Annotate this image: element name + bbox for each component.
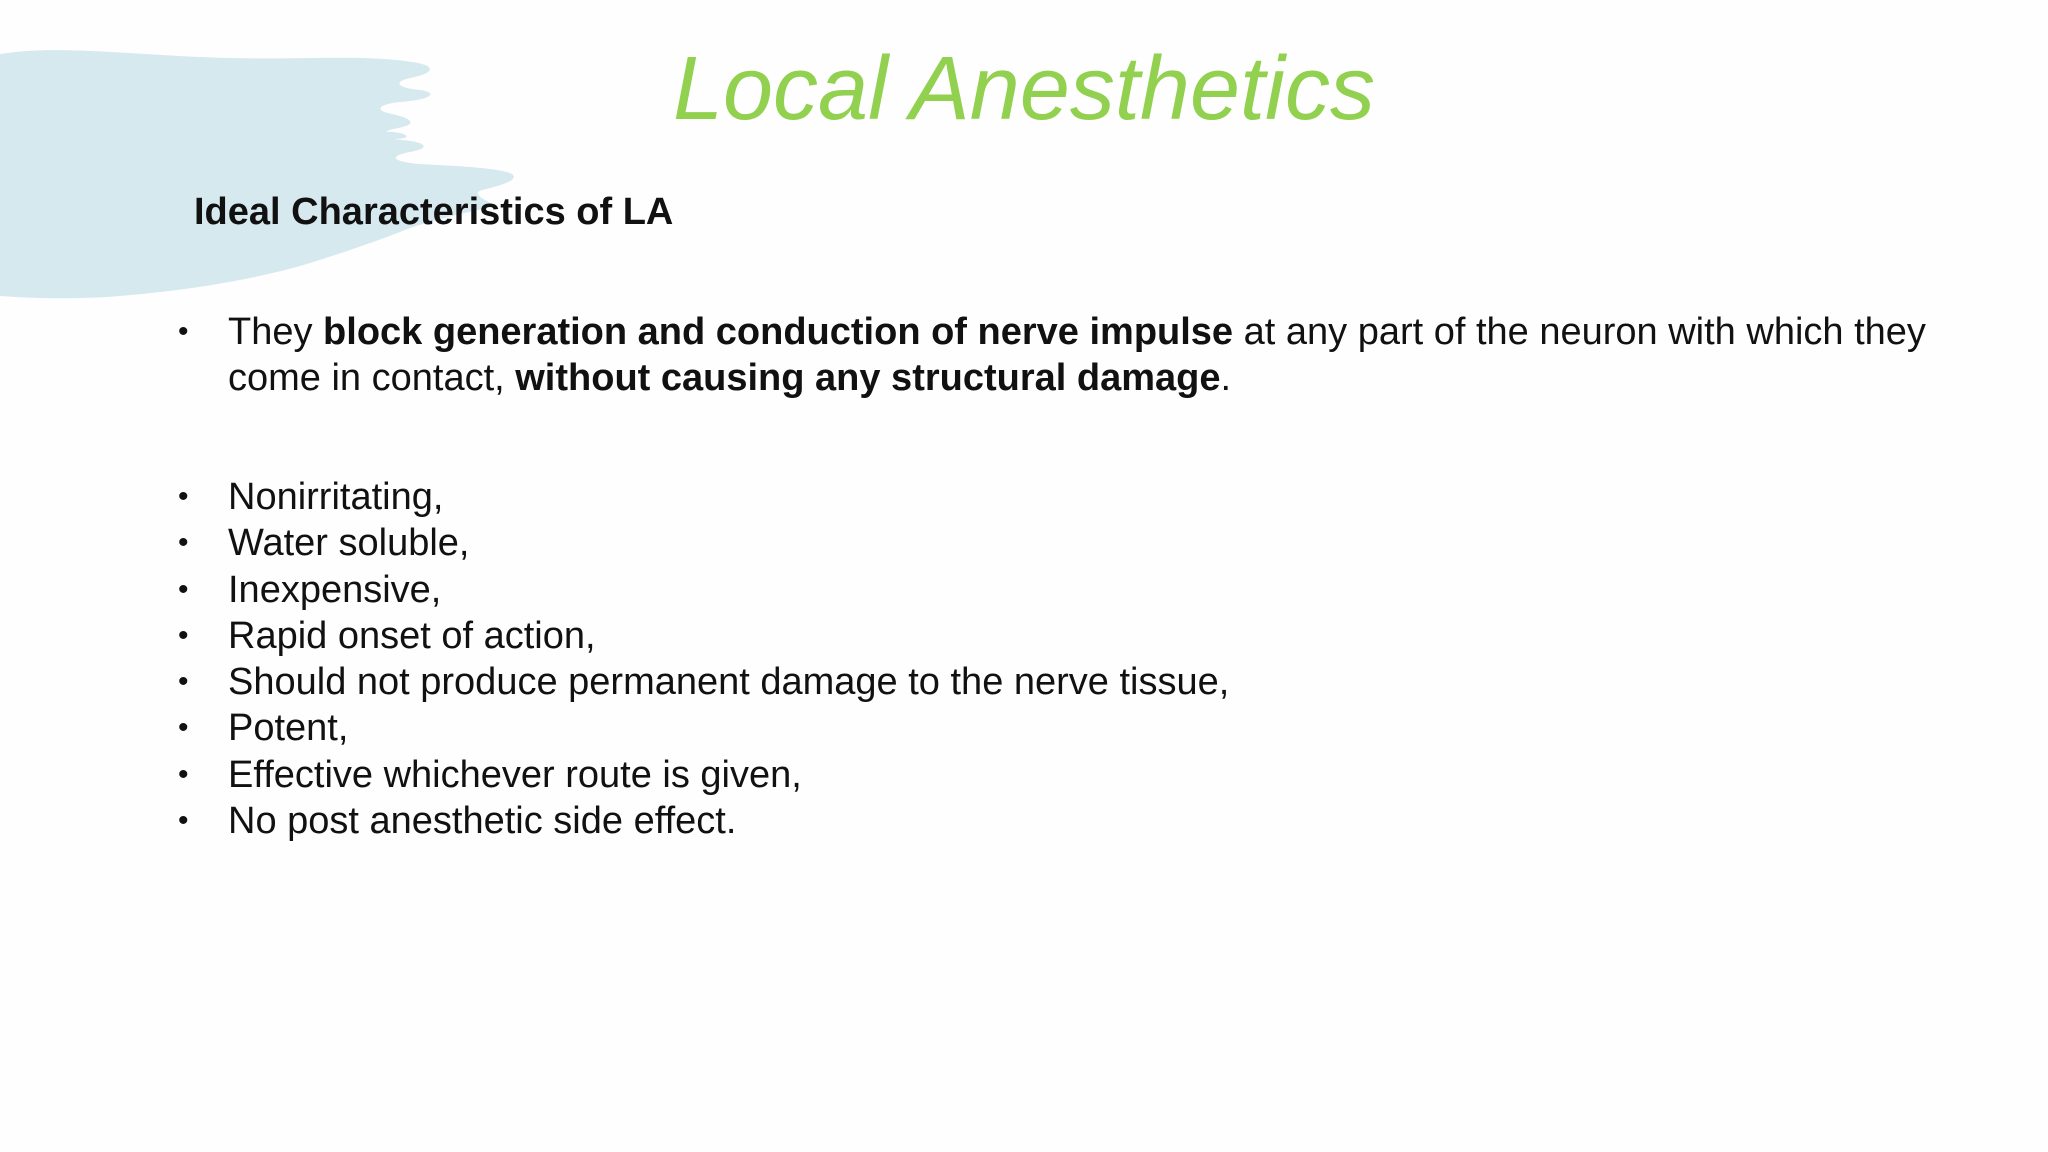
intro-text-2: at any part of the neuron with which they come in contact, — [228, 311, 1926, 399]
list-item-text: Effective whichever route is given, — [228, 753, 802, 796]
list-item — [176, 798, 1776, 844]
bullet-marker: • — [178, 804, 189, 838]
list-item-text: Nonirritating, — [228, 476, 444, 518]
list-item-text: No post anesthetic side effect. — [228, 800, 737, 843]
list-item — [176, 520, 1776, 566]
list-item-text: Potent, — [228, 707, 349, 750]
list-item — [176, 474, 1776, 520]
list-item — [176, 752, 1776, 798]
bullet-marker: • — [178, 711, 189, 745]
list-item-text: Water soluble, — [228, 522, 470, 565]
list-item-text: Rapid onset of action, — [228, 614, 596, 657]
intro-text-3: . — [1220, 357, 1232, 399]
bullet-marker: • — [178, 665, 189, 699]
list-item-text: Inexpensive, — [228, 568, 442, 611]
section-heading: Ideal Characteristics of LA — [194, 191, 674, 233]
list-item — [176, 705, 1776, 751]
slide-title: Local Anesthetics — [672, 39, 1376, 139]
bullet-marker: • — [178, 757, 189, 791]
bullet-marker: • — [178, 618, 189, 652]
bullet-marker: • — [178, 526, 189, 560]
intro-paragraph — [176, 309, 1976, 401]
intro-text-1: They — [228, 311, 324, 353]
list-item — [176, 613, 1776, 659]
list-item-text: Should not produce permanent damage to the nerve tissue, — [228, 661, 1230, 704]
intro-bold-2: without causing any structural damage — [515, 357, 1221, 399]
bullet-marker: • — [178, 480, 189, 513]
intro-bullet-row — [176, 309, 1976, 401]
list-item — [176, 659, 1776, 705]
bullet-marker: • — [178, 572, 189, 606]
list-item — [176, 567, 1776, 613]
characteristics-list — [176, 474, 1776, 844]
intro-bold-1: block generation and conduction of nerve impulse — [323, 311, 1234, 353]
bullet-marker: • — [178, 315, 189, 348]
